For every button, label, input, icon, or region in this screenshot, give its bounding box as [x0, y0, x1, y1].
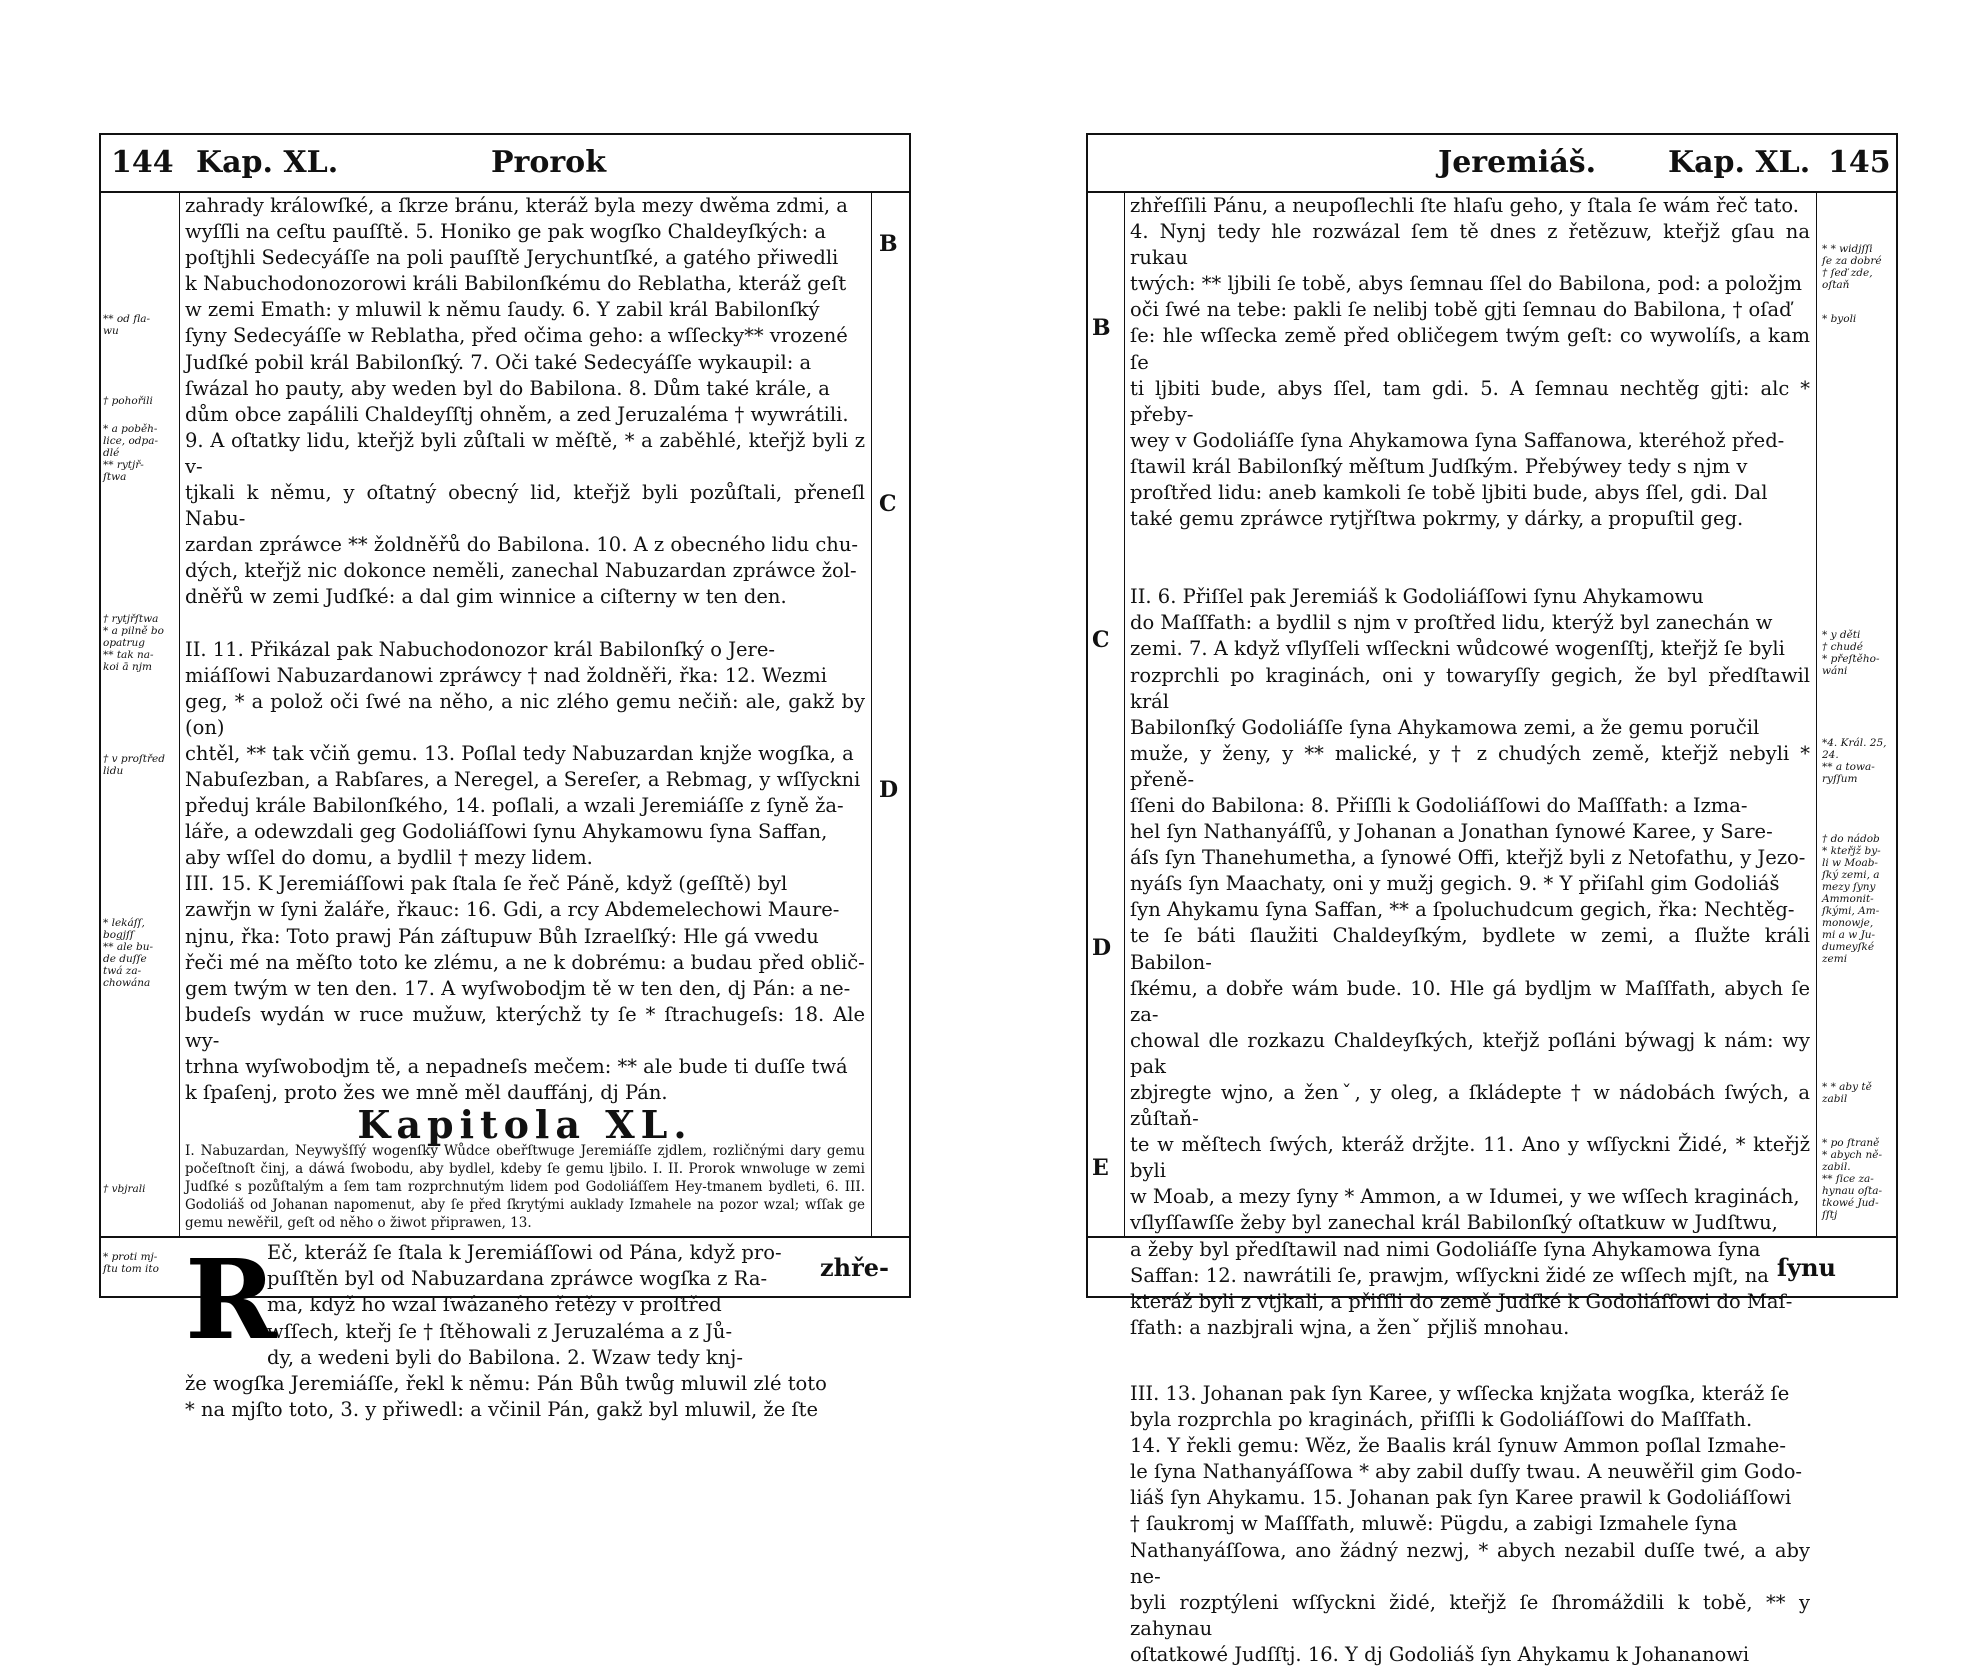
- text-line: wey v Godoliáſſe ſyna Ahykamowa ſyna Saffanowa, kteréhož před-: [1130, 428, 1785, 452]
- text-line: III. 13. Johanan pak ſyn Karee, y wſſecka knjžata wogſka, kteráž ſe: [1130, 1381, 1790, 1405]
- section-letter: D: [879, 777, 899, 803]
- margin-rule: [179, 193, 180, 1236]
- margin-note: * y děti † chudé * přeſtěho- wáni: [1822, 629, 1880, 677]
- text-line: poſtjhli Sedecyáſſe na poli pauſſtě Jerychuntſké, a gatého přiwedli: [185, 246, 839, 270]
- text-line: zbjregte wjno, a ženˇ, y oleg, a ſkládepte † w nádobách ſwých, a zůſtaň-: [1130, 1081, 1810, 1131]
- running-title: Prorok: [491, 145, 606, 180]
- text-line: zawřjn w ſyni žaláře, řkauc: 16. Gdi, a rcy Abdemelechowi Maure-: [185, 898, 840, 922]
- text-line: vſlyſſawſſe žeby byl zanechal král Babilonſký oſtatkuw w Judſtwu,: [1130, 1211, 1778, 1235]
- text-line: Nathanyáſſowa, ano žádný nezwj, * abych nezabil duſſe twé, a aby ne-: [1130, 1538, 1810, 1588]
- text-line: te ſe báti ſlaužiti Chaldeyſkým, bydlete w zemi, a ſlužte králi Babilon-: [1130, 924, 1810, 974]
- text-line: puſſtěn byl od Nabuzardana zpráwce wogſka z Ra-: [267, 1267, 768, 1291]
- text-line: ſtawil král Babilonſký měſtum Judſkým. Přebýwey tedy s njm v: [1130, 454, 1748, 478]
- text-line: ſe: hle wſſecka země před obličegem twým geſt: co wywolíſs, a kam ſe: [1130, 324, 1810, 374]
- right-page: [1086, 133, 1898, 1666]
- text-line: Judſké pobil král Babilonſký. 7. Oči také Sedecyáſſe wykaupil: a: [185, 350, 812, 374]
- text-line: předuj krále Babilonſkého, 14. poſlali, a wzali Jeremiáſſe z ſyně ža-: [185, 794, 844, 818]
- text-line: II. 6. Přiſſel pak Jeremiáš k Godoliáſſowi ſynu Ahykamowu: [1130, 585, 1704, 609]
- running-title: Jeremiáš.: [1438, 145, 1597, 180]
- text-line: ſkému, a dobře wám bude. 10. Hle gá bydljm w Maſſfath, abych ſe za-: [1130, 976, 1810, 1026]
- outer-rule: [871, 193, 872, 1236]
- text-line: miáſſowi Nabuzardanowi zpráwcy † nad žoldněři, řka: 12. Wezmi: [185, 663, 828, 687]
- left-page-header: [101, 135, 909, 193]
- text-line: áſs ſyn Thanehumetha, a ſynowé Offi, kteřjž byli z Netofathu, y Jezo-: [1130, 846, 1806, 870]
- text-line: 9. A oſtatky lidu, kteřjž byli zůſtali w měſtě, * a zaběhlé, kteřjž byli z v-: [185, 428, 865, 478]
- text-line: 4. Nynj tedy hle rozwázal ſem tě dnes z řetězuw, kteřjž gſau na rukau: [1130, 220, 1810, 270]
- text-line: dy, a wedeni byli do Babilona. 2. Wzaw tedy knj-: [267, 1345, 743, 1369]
- text-line: oči ſwé na tebe: pakli ſe nelibj tobě gjti ſemnau do Babilona, † oſaď: [1130, 298, 1792, 322]
- text-line: oſtatkowé Judſſtj. 16. Y dj Godoliáš ſyn Ahykamu k Johananowi: [1130, 1642, 1750, 1666]
- catchword: ſynu: [1776, 1253, 1836, 1282]
- text-line: budeſs wydán w ruce mužuw, kterýchž ty ſe * ſtrachugeſs: 18. Ale wy-: [185, 1002, 865, 1052]
- page-number: 145: [1828, 145, 1891, 180]
- text-line: ſwázal ho pauty, aby weden byl do Babilona. 8. Dům také krále, a: [185, 376, 830, 400]
- text-line: Eč, kteráž ſe ſtala k Jeremiáſſowi od Pána, když pro-: [267, 1241, 782, 1265]
- margin-note: † v proſtřed lidu: [103, 753, 165, 777]
- text-line: Saffan: 12. nawrátili ſe, prawjm, wſſyckni židé ze wſſech mjſt, na: [1130, 1263, 1769, 1287]
- text-line: ſfath: a nazbjrali wjna, a ženˇ přjliš mnohau.: [1130, 1315, 1570, 1339]
- section-letter: B: [1092, 315, 1111, 341]
- text-line: zardan zpráwce ** žoldněřů do Babilona. 10. A z obecného lidu chu-: [185, 533, 858, 557]
- text-line: dům obce zapálili Chaldeyſſtj ohněm, a zed Jeruzaléma † wywrátili.: [185, 402, 849, 426]
- margin-note: † pohořili: [103, 395, 153, 407]
- text-line: láře, a odewzdali geg Godoliáſſowi ſynu Ahykamowu ſyna Saffan,: [185, 820, 828, 844]
- margin-note: * * aby tě zabil: [1822, 1081, 1872, 1105]
- text-line: hel ſyn Nathanyáſſů, y Johanan a Jonathan ſynowé Karee, y Sare-: [1130, 820, 1773, 844]
- margin-note: * byoli: [1822, 313, 1857, 325]
- text-line: kteráž byli z vtjkali, a přiſſli do země Judſké k Godoliáſſowi do Maſ-: [1130, 1289, 1793, 1313]
- text-line: gem twým w ten den. 17. A wyſwobodjm tě w ten den, dj Pán: a ne-: [185, 976, 851, 1000]
- text-line: muže, y ženy, y ** malické, y † z chudých země, kteřjž nebyli * přeně-: [1130, 741, 1810, 791]
- text-line: zhřeſſili Pánu, a neupoſlechli ſte hlaſu geho, y ſtala ſe wám řeč tato.: [1130, 194, 1799, 217]
- text-line: II. 11. Přikázal pak Nabuchodonozor král Babilonſký o Jere-: [185, 637, 775, 661]
- text-line: dněřů w zemi Judſké: a dal gim winnice a ciſterny w ten den.: [185, 585, 787, 609]
- text-line: také gemu zpráwce rytjřſtwa pokrmy, y dárky, a propuſtil geg.: [1130, 507, 1744, 531]
- chapter-title: Kapitola XL.: [357, 1102, 693, 1148]
- text-line: wſſech, kteřj ſe † ſtěhowali z Jeruzaléma a z Jů-: [267, 1319, 733, 1343]
- text-line: byla rozprchla po kraginách, přiſſli k Godoliáſſowi do Maſſfath.: [1130, 1408, 1753, 1432]
- text-line: nyáſs ſyn Maachaty, oni y mužj gegich. 9. * Y přiſahl gim Godoliáš: [1130, 872, 1780, 896]
- text-line: * na mjſto toto, 3. y přiwedl: a včinil Pán, gakž byl mluwil, že ſte: [185, 1397, 819, 1421]
- text-line: te w měſtech ſwých, kteráž držjte. 11. Ano y wſſyckni Židé, * kteřjž byli: [1130, 1133, 1810, 1183]
- catchword: zhře-: [820, 1253, 889, 1282]
- footer-rule: [1088, 1236, 1896, 1238]
- chapter-summary: I. Nabuzardan, Neywyšſſý wogenſký Wůdce obeřſtwuge Jeremiáſſe zjdlem, rozličnými dary gemu počeſtnoſt činj, a dáwá ſwobodu, aby bydlel, kdeby ſe gemu ljbilo. I. II. Prorok wnwoluge w zemi Judſké s pozůſtalým a ſem tam rozprchnutým lidem pod Godoliáſſem Hey-tmanem bydleti, 6. III. Godoliáš od Johanan napomenut, aby ſe před ſkrytými auklady Izmahele na pozor wzal; wſſak ge gemu newěřil, geſt od něho o žiwot připrawen, 13.: [185, 1143, 865, 1232]
- section-letter: D: [1092, 935, 1112, 961]
- text-line: řeči mé na měſto toto ke zlému, a ne k dobrému: a budau před oblič-: [185, 950, 865, 974]
- margin-notes: [1822, 193, 1898, 1236]
- margin-note: * proti mj- ſtu tom ito: [103, 1251, 159, 1275]
- text-line: geg, * a polož oči ſwé na něho, a nic zlého gemu nečiň: ale, gakž by (on): [185, 689, 865, 739]
- page-number: 144: [111, 145, 174, 180]
- text-line: k ſpaſenj, proto žes we mně měl dauffánj, dj Pán.: [185, 1081, 668, 1105]
- text-line: ti ljbiti bude, abys ſſel, tam gdi. 5. A ſemnau nechtěg gjti: alc * přeby-: [1130, 376, 1810, 426]
- text-line: 14. Y řekli gemu: Wěz, že Baalis král ſynuw Ammon poſlal Izmahe-: [1130, 1434, 1786, 1458]
- margin-note: * lekáſſ, bogjſſ ** ale bu- de duſſe twá za- chowána: [103, 917, 154, 989]
- section-letter: C: [1092, 627, 1110, 653]
- text-line: zahrady králowſké, a ſkrze bránu, kteráž byla mezy dwěma zdmi, a: [185, 194, 848, 217]
- right-body-text: [1130, 193, 1810, 1668]
- margin-notes: [103, 193, 177, 1275]
- section-letter: B: [879, 231, 898, 257]
- text-line: wyſſli na ceſtu pauſſtě. 5. Honiko ge pak wogſko Chaldeyſkých: a: [185, 220, 826, 244]
- text-line: ſſeni do Babilona: 8. Přiſſli k Godoliáſſowi do Maſſfath: a Izma-: [1130, 793, 1748, 817]
- text-line: k Nabuchodonozorowi králi Babilonſkému do Reblatha, kteráž geſt: [185, 272, 847, 296]
- margin-note: * po ſtraně * abych ně- zabil. ** ſice za- hynau oſta- tkowé Jud- ſſtj: [1822, 1137, 1883, 1221]
- margin-note: ** od fla- wu: [103, 313, 151, 337]
- margin-note: * a poběh- lice, odpa- dlé ** rytjř- ſtwa: [103, 423, 159, 483]
- text-line: tjkali k němu, y oſtatný obecný lid, kteřjž byli pozůſtali, přeneſl Nabu-: [185, 481, 865, 531]
- text-line: Nabuſezban, a Rabſares, a Neregel, a Sereſer, a Rebmag, y wſſyckni: [185, 767, 861, 791]
- margin-note: † do nádob * kteřjž by- li w Moab- ſký zemi, a mezy ſyny Ammonit- ſkými, Am- monowje, mi a w Ju- dumeyſké zemi: [1822, 833, 1881, 965]
- margin-note: * * widjſſi ſe za dobré † ſeď zde, oſtaň: [1822, 243, 1882, 291]
- text-line: ſyn Ahykamu ſyna Saffan, ** a ſpoluchudcum gegich, řka: Nechtěg-: [1130, 898, 1795, 922]
- text-line: byli rozptýleni wſſyckni židé, kteřjž ſe ſhromáždili k tobě, ** y zahynau: [1130, 1590, 1810, 1640]
- text-line: Babilonſký Godoliáſſe ſyna Ahykamowa zemi, a že gemu poručil: [1130, 715, 1760, 739]
- chapter-heading: Kap. XL.: [1668, 145, 1811, 180]
- text-line: ma, když ho wzal ſwázaného řetězy v proſtřed: [267, 1293, 722, 1317]
- margin-note: † rytjřſtwa * a pilně bo opatrug ** tak na- koi ā njm: [103, 613, 164, 673]
- text-line: w zemi Emath: y mluwil k němu ſaudy. 6. Y zabil král Babilonſký: [185, 298, 820, 322]
- left-page: [99, 133, 911, 1421]
- text-line: † ſaukromj w Maſſfath, mluwě: Pügdu, a zabigi Izmahele ſyna: [1130, 1512, 1738, 1536]
- dropcap-letter: R: [185, 1235, 277, 1365]
- inner-rule: [1124, 193, 1125, 1236]
- text-line: III. 15. K Jeremiáſſowi pak ſtala ſe řeč Páně, když (geſſtě) byl: [185, 872, 788, 896]
- text-line: chtěl, ** tak včiň gemu. 13. Poſlal tedy Nabuzardan knjže wogſka, a: [185, 741, 854, 765]
- text-line: ſyny Sedecyáſſe w Reblatha, před očima geho: a wſſecky** vrozené: [185, 324, 848, 348]
- text-line: rozprchli po kraginách, oni y towaryſſy gegich, že byl předſtawil král: [1130, 663, 1810, 713]
- text-line: trhna wyſwobodjm tě, a nepadneſs mečem: ** ale bude ti duſſe twá: [185, 1055, 848, 1078]
- text-line: do Maſſfath: a bydlil s njm v proſtřed lidu, kterýž byl zanechán w: [1130, 611, 1773, 635]
- ornamental-initial: [185, 1235, 277, 1365]
- text-line: liáš ſyn Ahykamu. 15. Johanan pak ſyn Karee prawil k Godoliáſſowi: [1130, 1486, 1792, 1510]
- section-letter: C: [879, 491, 897, 517]
- margin-note: *4. Král. 25, 24. ** a towa- ryſſum: [1822, 737, 1887, 785]
- text-line: njnu, řka: Toto prawj Pán záſtupuw Bůh Izraelſký: Hle gá vwedu: [185, 924, 819, 948]
- text-line: proſtřed lidu: aneb kamkoli ſe tobě ljbiti bude, abys ſſel, gdi. Dal: [1130, 481, 1768, 505]
- text-line: dých, kteřjž nic dokonce neměli, zanechal Nabuzardan zpráwce žol-: [185, 559, 857, 583]
- text-line: w Moab, a mezy ſyny * Ammon, a w Idumei, y we wſſech kraginách,: [1130, 1185, 1800, 1209]
- section-letter: E: [1092, 1155, 1109, 1181]
- text-line: aby wſſel do domu, a bydlil † mezy lidem.: [185, 846, 593, 870]
- text-line: a žeby byl předſtawil nad nimi Godoliáſſe ſyna Ahykamowa ſyna: [1130, 1237, 1761, 1261]
- margin-note: † vbjrali: [103, 1183, 146, 1195]
- left-body-text: [185, 193, 865, 1423]
- right-page-header: [1088, 135, 1896, 193]
- text-line: twých: ** ljbili ſe tobě, abys ſemnau ſſel do Babilona, pod: a položjm: [1130, 272, 1803, 296]
- chapter-heading: Kap. XL.: [196, 145, 339, 180]
- text-line: chowal dle rozkazu Chaldeyſkých, kteřjž poſláni býwagj k nám: wy pak: [1130, 1028, 1810, 1078]
- margin-rule: [1816, 193, 1817, 1236]
- text-line: zemi. 7. A když vſlyſſeli wſſeckni wůdcowé wogenſſtj, kteřjž ſe byli: [1130, 637, 1785, 661]
- text-line: že wogſka Jeremiáſſe, řekl k němu: Pán Bůh twůg mluwil zlé toto: [185, 1371, 827, 1395]
- text-line: le ſyna Nathanyáſſowa * aby zabil duſſy twau. A neuwěřil gim Godo-: [1130, 1460, 1803, 1484]
- footer-rule: [101, 1236, 909, 1238]
